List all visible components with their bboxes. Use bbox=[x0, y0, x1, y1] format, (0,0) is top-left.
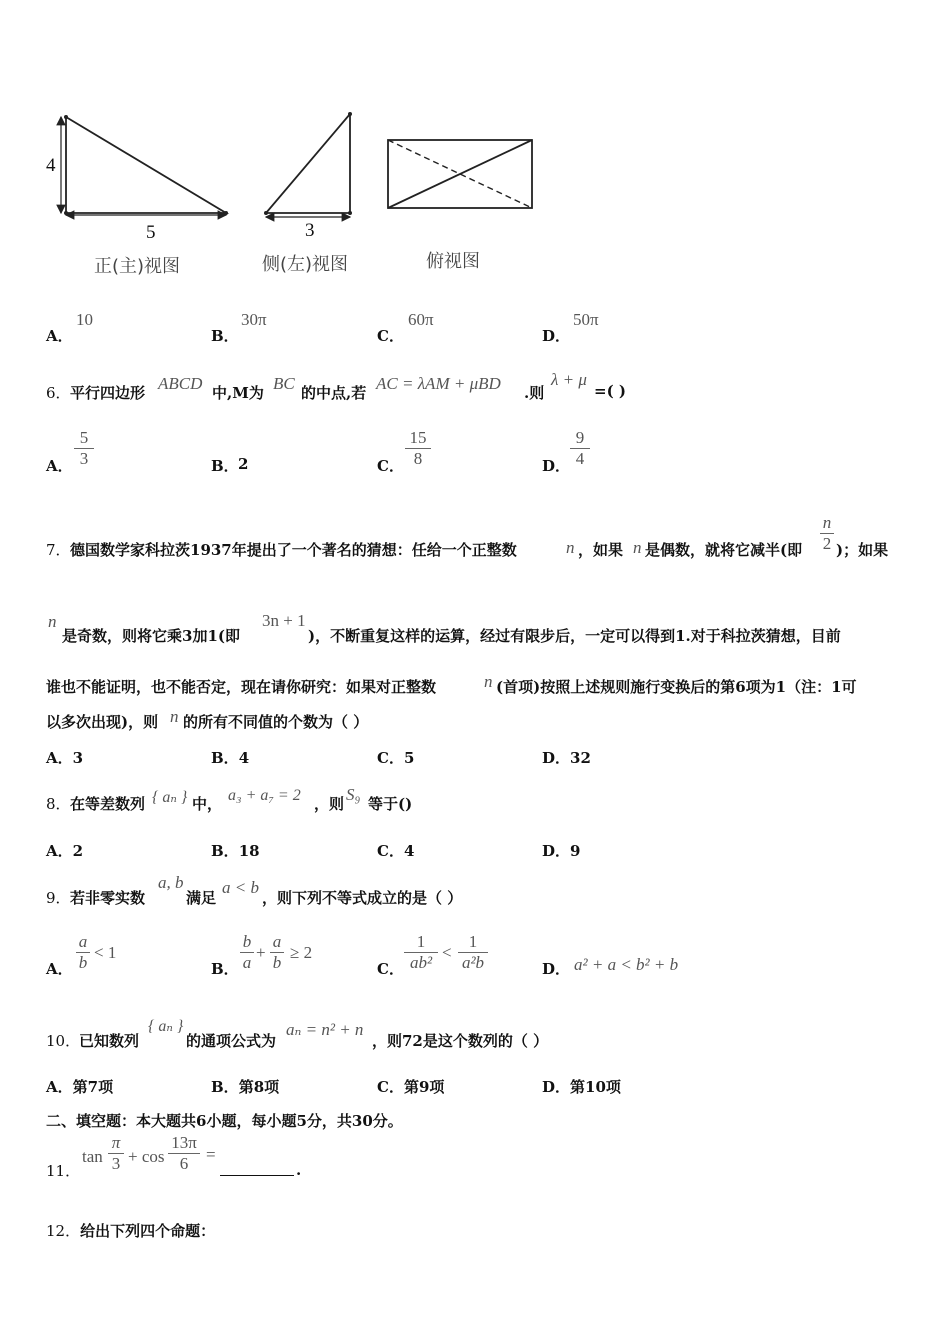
q6-option-a-letter: A． bbox=[46, 457, 73, 475]
q7-option-a-value: 3 bbox=[72, 749, 84, 767]
q9-option-a-letter: A． bbox=[46, 960, 73, 978]
q8-math-eq: a₃ + a₇ = 2 bbox=[228, 787, 301, 804]
q7-line4-a: 以多次出现)，则 bbox=[46, 713, 159, 731]
q8-text-2: 中， bbox=[192, 795, 223, 813]
q7-n-3: n bbox=[48, 612, 57, 631]
q7-n-4: n bbox=[484, 672, 493, 691]
q6-option-c-letter: C． bbox=[377, 457, 404, 475]
q5-option-b-letter: B． bbox=[211, 327, 239, 345]
q5-option-a-letter: A． bbox=[46, 327, 73, 345]
q7-n-1: n bbox=[566, 538, 575, 557]
q10-option-b bbox=[211, 1076, 279, 1097]
question-11 bbox=[46, 1133, 446, 1181]
q6-option-d-fraction bbox=[570, 428, 590, 469]
q8-option-b bbox=[211, 840, 260, 861]
question-12 bbox=[46, 1220, 215, 1241]
q9-option-b-numerator-1: b bbox=[242, 932, 252, 951]
front-width-label: 5 bbox=[146, 222, 156, 243]
side-view-caption: 侧(左)视图 bbox=[262, 254, 349, 275]
q6-option-c-fraction bbox=[405, 428, 431, 469]
q6-text-2: 中,M为 bbox=[212, 384, 264, 402]
q9-option-c-fraction-2 bbox=[458, 932, 488, 973]
q9-option-c-denominator-2: a²b bbox=[458, 952, 488, 973]
q5-option-a-value: 10 bbox=[76, 310, 93, 329]
q10-option-c-letter: C． bbox=[377, 1078, 404, 1096]
q10-option-c-value: 第9项 bbox=[403, 1078, 445, 1096]
q7-line1-c: 是偶数，就将它减半(即 bbox=[645, 541, 803, 559]
q6-text-3: 的中点,若 bbox=[301, 384, 367, 402]
q8-option-d bbox=[542, 840, 580, 861]
q7-line4-b: 的所有不同值的个数为（ ） bbox=[183, 713, 369, 731]
q11-number: 11． bbox=[46, 1162, 81, 1180]
q7-option-b-letter: B． bbox=[211, 749, 239, 767]
q7-line3-a: 谁也不能证明，也不能否定，现在请你研究：如果对正整数 bbox=[46, 678, 437, 696]
q8-option-c-letter: C． bbox=[377, 842, 404, 860]
q10-option-c bbox=[377, 1076, 444, 1097]
q6-option-b-value: 2 bbox=[238, 455, 249, 473]
q8-math-seq: { aₙ } bbox=[152, 789, 188, 806]
q10-text-3: ，则72是这个数列的（ ） bbox=[372, 1032, 549, 1050]
q7-option-c-letter: C． bbox=[377, 749, 404, 767]
q7-half-fraction bbox=[820, 513, 834, 554]
q8-text-1: 在等差数列 bbox=[70, 795, 146, 813]
q10-text-1: 已知数列 bbox=[79, 1032, 140, 1050]
q10-option-b-value: 第8项 bbox=[238, 1078, 280, 1096]
q9-option-c-numerator-1: 1 bbox=[416, 932, 426, 951]
q6-option-b-letter: B． bbox=[211, 457, 239, 475]
q6-math-vector-eq: AC = λAM + μBD bbox=[376, 374, 501, 393]
q6-option-a-fraction bbox=[74, 428, 94, 469]
q9-option-c-lt: < bbox=[442, 943, 452, 962]
q10-math-seq: { aₙ } bbox=[148, 1018, 184, 1035]
q7-option-b bbox=[211, 747, 249, 768]
q9-option-b-fraction-2 bbox=[270, 932, 284, 973]
q7-option-b-value: 4 bbox=[238, 749, 250, 767]
q12-number: 12． bbox=[46, 1222, 81, 1240]
q11-answer-blank[interactable] bbox=[220, 1161, 294, 1176]
q6-number: 6． bbox=[46, 384, 71, 402]
q8-option-b-letter: B． bbox=[211, 842, 239, 860]
q9-text-1: 若非零实数 bbox=[70, 889, 146, 907]
q7-line1-b: ，如果 bbox=[578, 541, 624, 559]
q9-math-a-lt-b: a < b bbox=[222, 878, 259, 897]
q10-option-d bbox=[542, 1076, 621, 1097]
q7-option-d bbox=[542, 747, 591, 768]
q7-option-a-letter: A． bbox=[46, 749, 73, 767]
q5-option-b-value: 30π bbox=[241, 310, 267, 329]
q8-option-d-letter: D． bbox=[542, 842, 571, 860]
q11-plus-cos: + cos bbox=[128, 1147, 165, 1166]
q11-denominator-2: 6 bbox=[168, 1153, 200, 1174]
q9-option-b-denominator-2: b bbox=[270, 952, 284, 973]
front-height-label: 4 bbox=[46, 155, 56, 176]
question-8 bbox=[46, 785, 546, 815]
q7-line2-a: 是奇数，则将它乘3加1(即 bbox=[62, 627, 240, 645]
q7-half-denominator: 2 bbox=[820, 533, 834, 554]
q9-option-b-fraction-1 bbox=[240, 932, 254, 973]
q9-text-2: 满足 bbox=[186, 889, 217, 907]
q7-option-d-value: 32 bbox=[570, 749, 591, 767]
q7-math-3n1: 3n + 1 bbox=[262, 611, 306, 630]
q9-option-d-letter: D． bbox=[542, 960, 571, 978]
q6-text-4: .则 bbox=[524, 384, 545, 402]
q5-option-d-letter: D． bbox=[542, 327, 571, 345]
q7-line2-b: )，不断重复这样的运算，经过有限步后，一定可以得到1.对于科拉茨猜想，目前 bbox=[308, 627, 841, 645]
side-view bbox=[264, 112, 352, 217]
q6-option-c-numerator: 15 bbox=[409, 428, 427, 447]
q9-option-c-fraction-1 bbox=[404, 932, 438, 973]
q9-option-d-expr: a² + a < b² + b bbox=[574, 955, 679, 974]
q9-option-c-denominator-1: ab² bbox=[404, 952, 438, 973]
q11-denominator-1: 3 bbox=[108, 1153, 124, 1174]
q6-option-d-numerator: 9 bbox=[575, 428, 585, 447]
q9-option-b-numerator-2: a bbox=[272, 932, 282, 951]
q11-numerator-2: 13π bbox=[171, 1133, 197, 1152]
q6-option-d-denominator: 4 bbox=[570, 448, 590, 469]
q10-math-formula: aₙ = n² + n bbox=[286, 1020, 364, 1039]
q9-option-a-numerator: a bbox=[78, 932, 88, 951]
q10-option-a bbox=[46, 1076, 113, 1097]
q10-option-d-letter: D． bbox=[542, 1078, 571, 1096]
front-view-caption: 正(主)视图 bbox=[94, 256, 181, 277]
q7-n-2: n bbox=[633, 538, 642, 557]
question-9 bbox=[46, 872, 546, 907]
q11-period: . bbox=[296, 1161, 302, 1179]
top-view bbox=[388, 140, 532, 208]
q9-text-3: ，则下列不等式成立的是（ ） bbox=[262, 889, 463, 907]
q11-fraction-1 bbox=[108, 1133, 124, 1174]
q8-option-b-value: 18 bbox=[238, 842, 260, 860]
q8-math-s9: S₉ bbox=[346, 785, 361, 804]
q11-fraction-2 bbox=[168, 1133, 200, 1174]
q7-option-d-letter: D． bbox=[542, 749, 571, 767]
q8-text-4: 等于() bbox=[368, 795, 413, 813]
q10-text-2: 的通项公式为 bbox=[186, 1032, 277, 1050]
q8-number: 8． bbox=[46, 795, 71, 813]
q8-option-a bbox=[46, 840, 83, 861]
top-view-caption: 俯视图 bbox=[426, 251, 480, 272]
q8-option-c-value: 4 bbox=[403, 842, 415, 860]
q10-number: 10． bbox=[46, 1032, 81, 1050]
section-2-title: 二、填空题：本大题共6小题，每小题5分，共30分。 bbox=[46, 1112, 403, 1130]
q9-number: 9． bbox=[46, 889, 71, 907]
q10-option-a-letter: A． bbox=[46, 1078, 73, 1096]
q6-option-a-denominator: 3 bbox=[74, 448, 94, 469]
q5-option-d-value: 50π bbox=[573, 310, 599, 329]
q11-tan: tan bbox=[82, 1147, 103, 1166]
q7-number: 7． bbox=[46, 541, 71, 559]
question-10 bbox=[46, 1015, 646, 1049]
front-view bbox=[61, 115, 228, 215]
q6-option-a-numerator: 5 bbox=[79, 428, 89, 447]
q7-line1-d: )；如果 bbox=[836, 541, 889, 559]
q9-option-b-denominator-1: a bbox=[240, 952, 254, 973]
q7-line1-a: 德国数学家科拉茨1937年提出了一个著名的猜想：任给一个正整数 bbox=[70, 541, 517, 559]
q8-text-3: ，则 bbox=[314, 795, 345, 813]
q6-option-d-letter: D． bbox=[542, 457, 571, 475]
q10-option-b-letter: B． bbox=[211, 1078, 239, 1096]
q9-option-b-rest: ≥ 2 bbox=[290, 943, 313, 962]
q8-option-a-value: 2 bbox=[72, 842, 84, 860]
q6-text-1: 平行四边形 bbox=[70, 384, 146, 402]
q12-text: 给出下列四个命题： bbox=[80, 1222, 216, 1240]
q5-option-c-value: 60π bbox=[408, 310, 434, 329]
q5-option-c-letter: C． bbox=[377, 327, 404, 345]
q11-equals: = bbox=[206, 1145, 216, 1164]
q10-option-a-value: 第7项 bbox=[72, 1078, 114, 1096]
q6-math-abcd: ABCD bbox=[158, 374, 203, 393]
q9-option-b-plus: + bbox=[256, 943, 266, 962]
q6-math-sum: λ + μ bbox=[551, 370, 587, 389]
q11-numerator-1: π bbox=[111, 1133, 121, 1152]
q8-option-c bbox=[377, 840, 414, 861]
q6-math-bc: BC bbox=[273, 374, 295, 393]
question-7 bbox=[46, 512, 926, 762]
q7-n-5: n bbox=[170, 707, 179, 726]
q9-math-ab: a, b bbox=[158, 873, 184, 892]
q9-option-a-rest: < 1 bbox=[94, 943, 117, 962]
q9-option-b-letter: B． bbox=[211, 960, 239, 978]
q9-option-c-numerator-2: 1 bbox=[468, 932, 478, 951]
q7-line3-b: (首项)按照上述规则施行变换后的第6项为1（注：1可 bbox=[496, 678, 857, 696]
q10-option-d-value: 第10项 bbox=[570, 1078, 621, 1096]
q9-option-a-fraction bbox=[76, 932, 90, 973]
q7-option-c-value: 5 bbox=[403, 749, 415, 767]
q7-half-numerator: n bbox=[822, 513, 832, 532]
q8-option-d-value: 9 bbox=[570, 842, 581, 860]
q9-option-c-letter: C． bbox=[377, 960, 404, 978]
q6-text-5: =( ) bbox=[594, 382, 626, 400]
q7-option-c bbox=[377, 747, 414, 768]
side-width-label: 3 bbox=[305, 220, 315, 241]
q7-option-a bbox=[46, 747, 83, 768]
q9-option-a-denominator: b bbox=[76, 952, 90, 973]
q6-option-c-denominator: 8 bbox=[405, 448, 431, 469]
q8-option-a-letter: A． bbox=[46, 842, 73, 860]
